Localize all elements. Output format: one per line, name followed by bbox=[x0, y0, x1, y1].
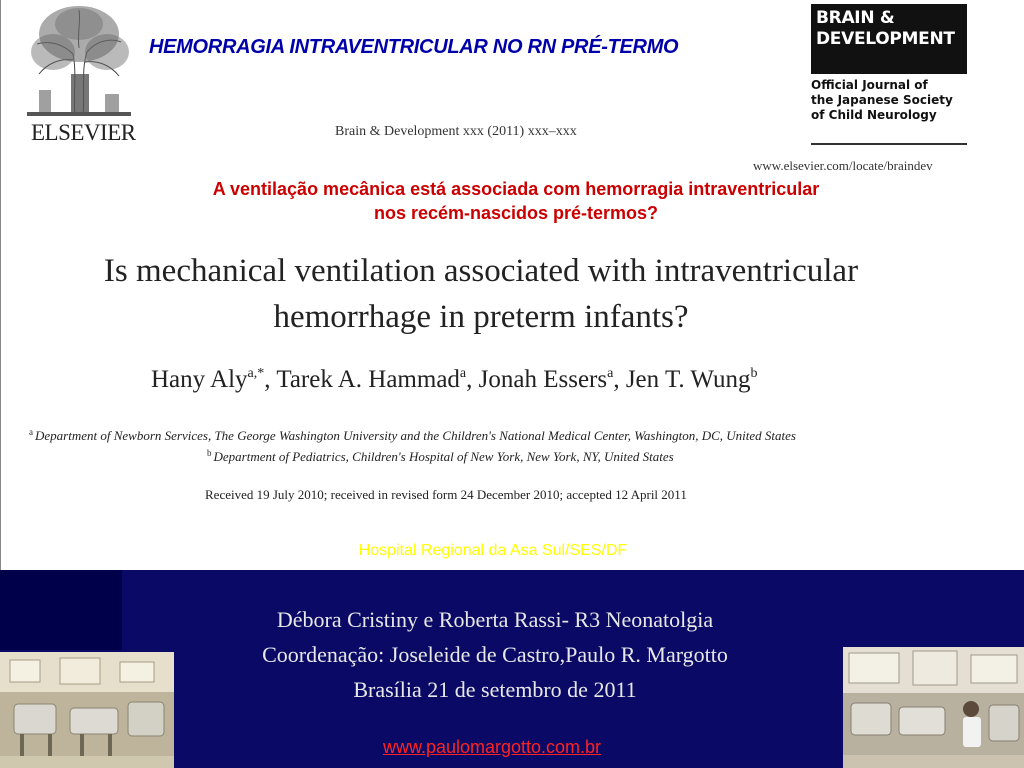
journal-subtitle-line1: Official Journal of bbox=[811, 78, 928, 92]
affiliation-a-text: Department of Newborn Services, The George Washington University and the Children's National Medical Center, Washington, DC, United States bbox=[35, 428, 796, 443]
author-separator: , bbox=[264, 366, 277, 393]
author-name: Jen T. Wung bbox=[625, 366, 751, 393]
author-affiliation-mark: a bbox=[459, 366, 467, 381]
journal-subtitle bbox=[811, 78, 967, 123]
question-line1: A ventilação mecânica está associada com hemorragia intraventricular bbox=[212, 179, 820, 199]
author-separator: , bbox=[466, 366, 479, 393]
journal-logo-box bbox=[811, 4, 967, 74]
author-name: Tarek A. Hammad bbox=[276, 366, 460, 393]
author-name: Jonah Essers bbox=[478, 366, 608, 393]
article-title-line1: Is mechanical ventilation associated with intraventricular bbox=[103, 253, 859, 289]
affiliation-b bbox=[207, 448, 674, 465]
affiliation-a bbox=[29, 427, 796, 444]
presenters: Débora Cristiny e Roberta Rassi- R3 Neonatolgia bbox=[276, 607, 714, 632]
author-affiliation-mark: a bbox=[607, 366, 614, 381]
received-dates: Received 19 July 2010; received in revised form 24 December 2010; accepted 12 April 2011 bbox=[205, 487, 687, 502]
website-link[interactable] bbox=[0, 737, 984, 758]
author-affiliation-mark: a,* bbox=[247, 366, 265, 381]
journal-divider bbox=[811, 143, 967, 145]
hospital-name: Hospital Regional da Asa Sul/SES/DF bbox=[358, 542, 628, 559]
website-link-text[interactable]: www.paulomargotto.com.br bbox=[382, 737, 602, 757]
question-line2: nos recém-nascidos pré-termos? bbox=[373, 203, 659, 223]
author-separator: , bbox=[613, 366, 626, 393]
affiliation-b-mark: b bbox=[207, 448, 212, 458]
author-list bbox=[151, 366, 758, 394]
journal-logo-line1: BRAIN & bbox=[816, 8, 895, 28]
coordination: Coordenação: Joseleide de Castro,Paulo R. Margotto bbox=[262, 642, 728, 667]
journal-logo-line2: DEVELOPMENT bbox=[816, 29, 955, 49]
journal-url: www.elsevier.com/locate/braindev bbox=[753, 158, 933, 173]
affiliation-b-text: Department of Pediatrics, Children's Hospital of New York, New York, NY, United States bbox=[213, 449, 674, 464]
article-title bbox=[41, 248, 921, 340]
place-date: Brasília 21 de setembro de 2011 bbox=[353, 677, 637, 702]
footer-band-accent bbox=[0, 570, 122, 650]
journal-subtitle-line2: the Japanese Society bbox=[811, 93, 953, 107]
slide-heading: HEMORRAGIA INTRAVENTRICULAR NO RN PRÉ-TERMO bbox=[149, 36, 679, 58]
author-name: Hany Aly bbox=[151, 366, 248, 393]
publisher-name: ELSEVIER bbox=[31, 120, 136, 145]
journal-subtitle-line3: of Child Neurology bbox=[811, 108, 937, 122]
journal-reference: Brain & Development xxx (2011) xxx–xxx bbox=[335, 124, 577, 139]
author-affiliation-mark: b bbox=[750, 366, 758, 381]
article-title-line2: hemorrhage in preterm infants? bbox=[273, 299, 689, 335]
portuguese-question bbox=[61, 177, 971, 225]
affiliation-a-mark: a bbox=[29, 427, 33, 437]
